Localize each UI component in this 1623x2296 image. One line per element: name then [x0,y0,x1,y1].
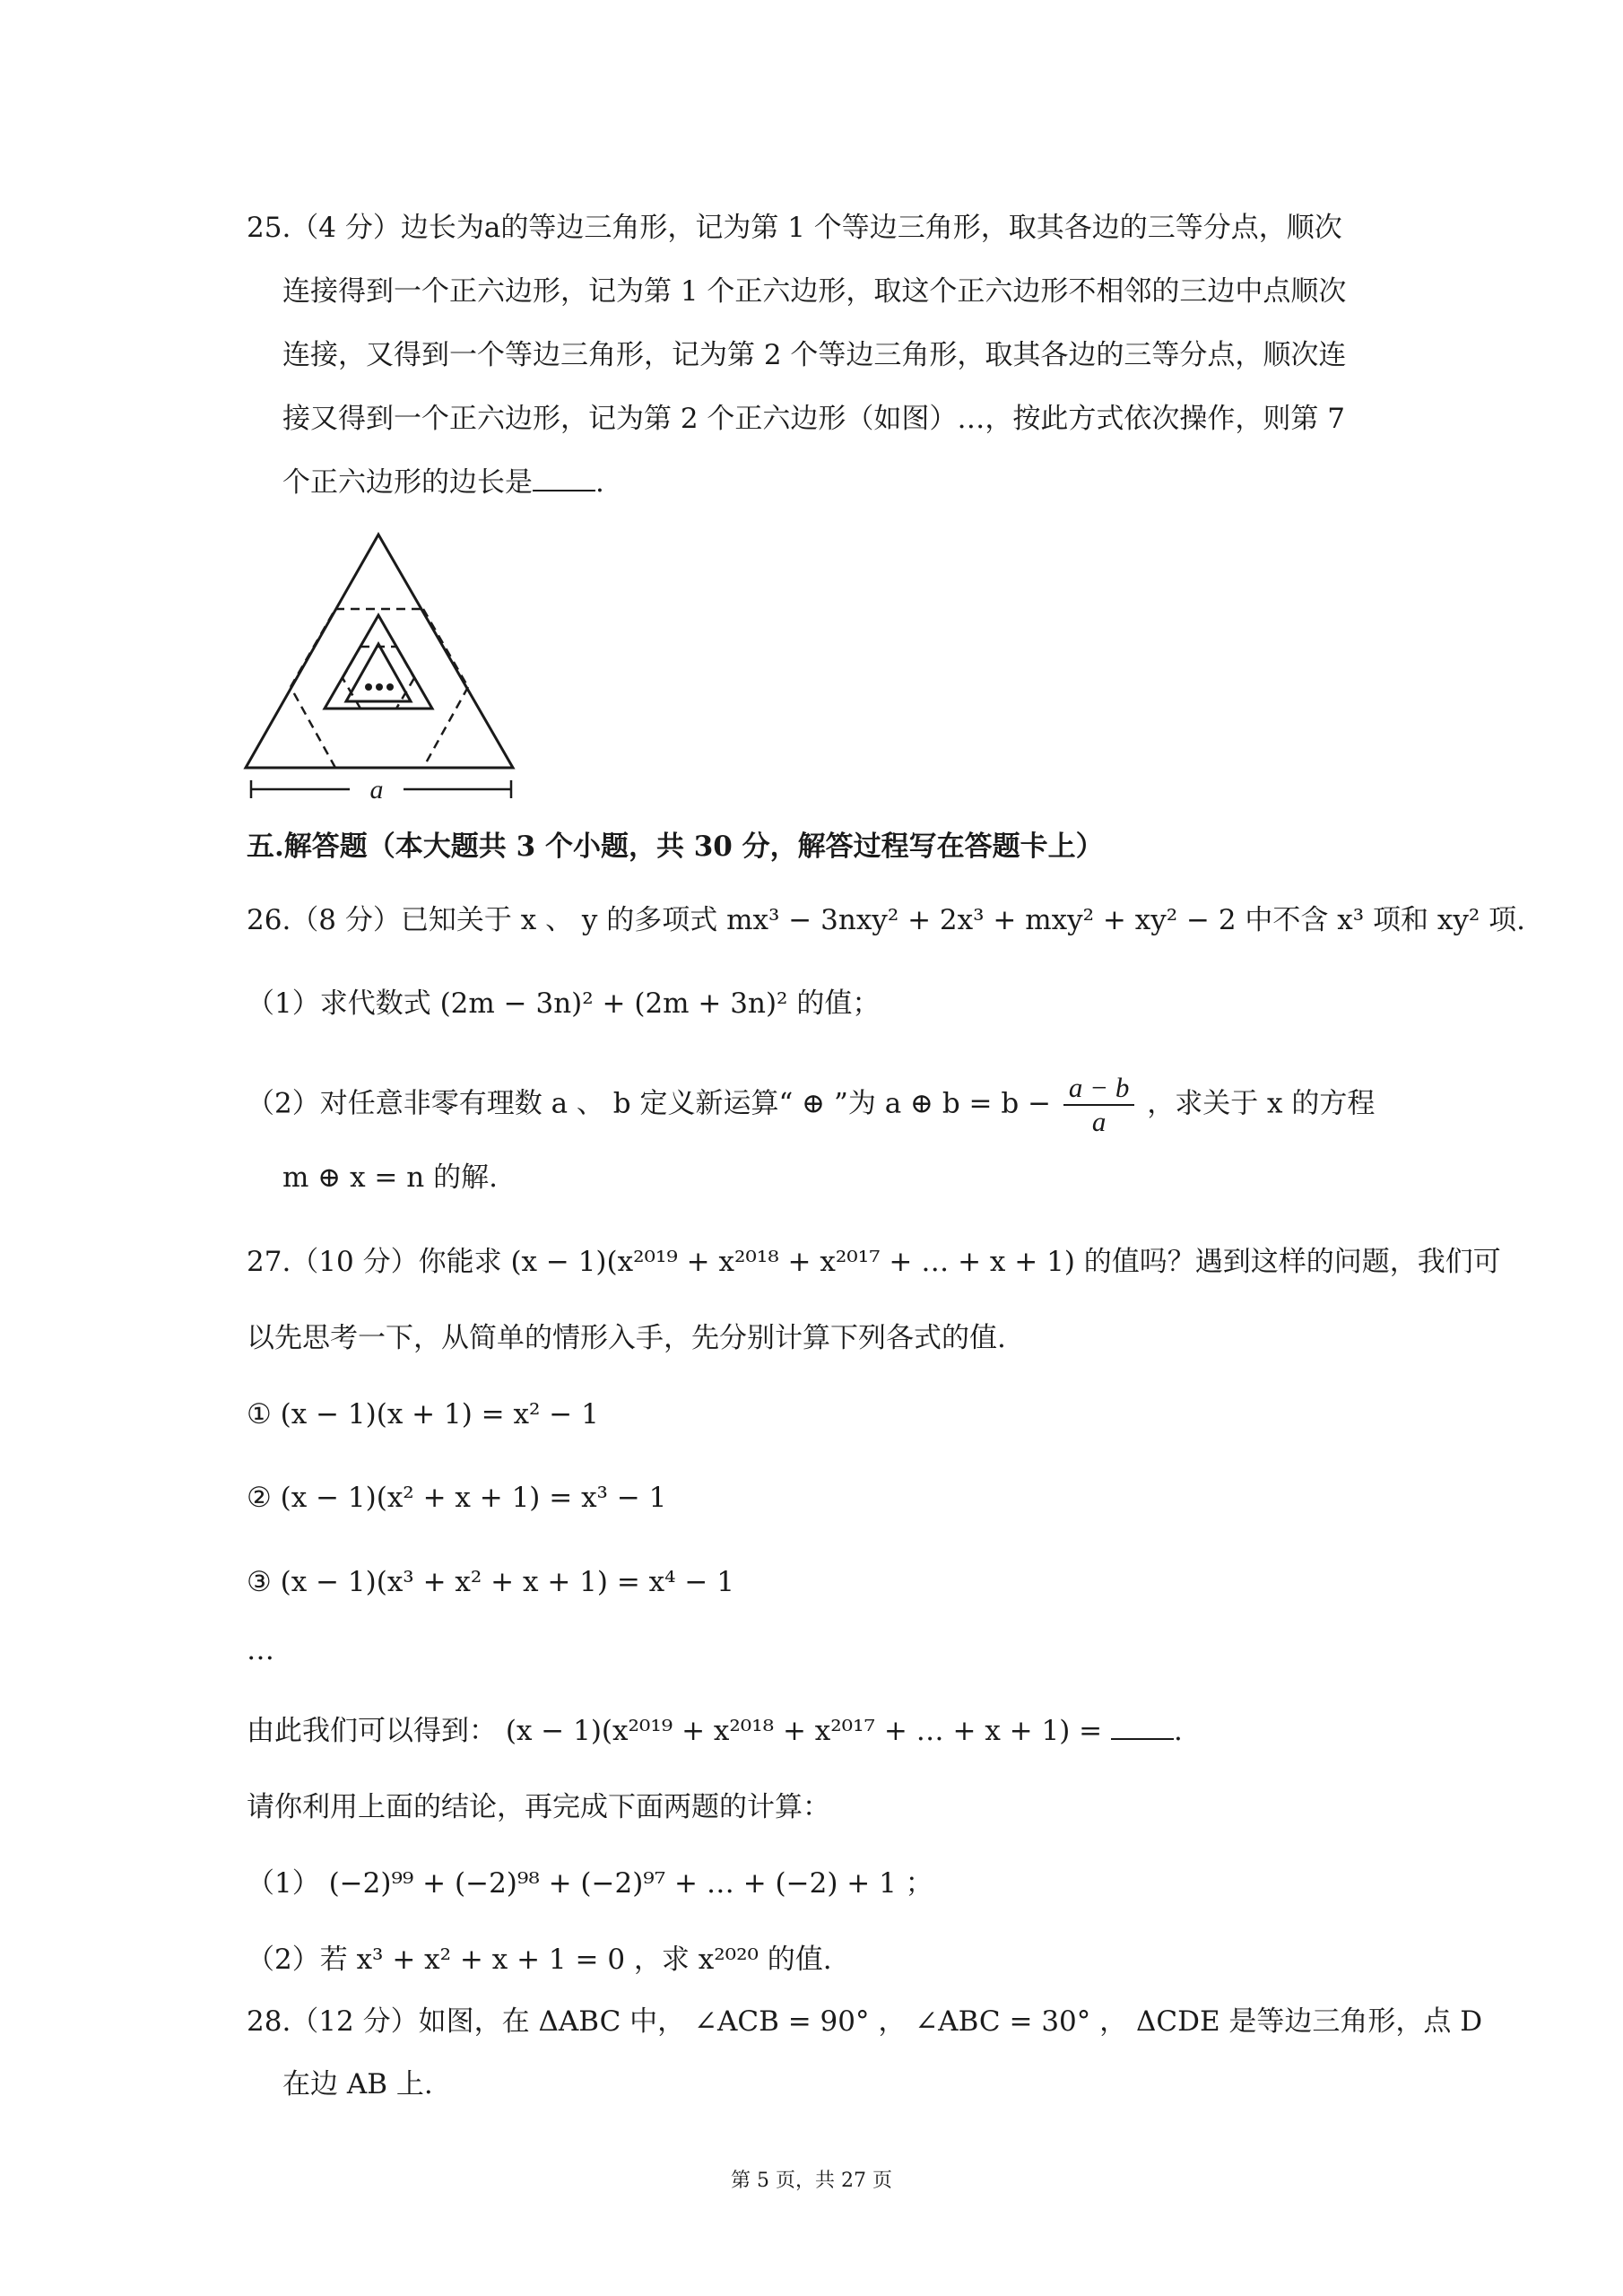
ellipsis-dots [365,683,394,691]
q25-line-5-text: 个正六边形的边长是 [282,466,533,499]
side-length-label: a [369,775,384,804]
nested-triangles-figure [242,529,529,807]
page-footer: 第 5 页，共 27 页 [731,2170,892,2192]
q28-stem-2: 在边 AB 上. [282,2068,433,2100]
q27-stem-2: 以先思考一下，从简单的情形入手，先分别计算下列各式的值. [247,1322,1006,1354]
q26-stem: 26.（8 分）已知关于 x 、 y 的多项式 mx³ − 3nxy² + 2x³ + mxy² + xy² − 2 中不含 x³ 项和 xy² 项. [247,904,1526,936]
section-five-heading: 五.解答题（本大题共 3 个小题，共 30 分，解答过程写在答题卡上） [247,831,1104,863]
q27-item-3: ③ (x − 1)(x³ + x² + x + 1) = x⁴ − 1 [247,1566,734,1598]
q25-line-5: 个正六边形的边长是 . [282,463,1388,502]
q25-line-2: 连接得到一个正六边形，记为第 1 个正六边形，取这个正六边形不相邻的三边中点顺次 [282,275,1347,308]
q27-item-1: ① (x − 1)(x + 1) = x² − 1 [247,1398,599,1431]
q25-line-1: 25.（4 分）边长为a的等边三角形，记为第 1 个等边三角形，取其各边的三等分点，顺次 [247,212,1342,244]
q25-line-4: 接又得到一个正六边形，记为第 2 个正六边形（如图）…，按此方式依次操作，则第 7 [282,403,1346,435]
q27-instruction: 请你利用上面的结论，再完成下面两题的计算： [247,1791,830,1823]
q27-item-2: ② (x − 1)(x² + x + 1) = x³ − 1 [247,1482,667,1514]
q28-stem-1: 28.（12 分）如图，在 ΔABC 中， ∠ACB = 90° ， ∠ABC = 30° ， ΔCDE 是等边三角形，点 D [247,2005,1483,2038]
q26-part-2-cont: m ⊕ x = n 的解. [282,1161,498,1194]
fraction-a-minus-b-over-a: $\frac{a - b}{a}$ [1063,1072,1134,1138]
answer-blank [533,463,595,491]
q27-part-1: （1） (−2)⁹⁹ + (−2)⁹⁸ + (−2)⁹⁷ + … + (−2) + 1 ； [247,1867,933,1900]
answer-blank [1111,1711,1174,1740]
q25-line-3: 连接，又得到一个等边三角形，记为第 2 个等边三角形，取其各边的三等分点，顺次连 [282,339,1347,371]
q27-part-2: （2）若 x³ + x² + x + 1 = 0 ，求 x²⁰²⁰ 的值. [247,1944,832,1976]
q26-part-2: （2）对任意非零有理数 a 、 b 定义新运算“ ⊕ ”为 a ⊕ b = b − $\frac{a - b}{a}$ ，求关于 x 的方程 [247,1072,1376,1137]
q27-conclusion: 由此我们可以得到： (x − 1)(x²⁰¹⁹ + x²⁰¹⁸ + x²⁰¹⁷ + … + x + 1) = . [247,1711,1388,1751]
q27-ellipsis: … [247,1634,274,1666]
q26-part-1: （1）求代数式 (2m − 3n)² + (2m + 3n)² 的值； [247,987,881,1020]
q27-stem-1: 27.（10 分）你能求 (x − 1)(x²⁰¹⁹ + x²⁰¹⁸ + x²⁰¹⁷ + … + x + 1) 的值吗？遇到这样的问题，我们可 [247,1246,1501,1278]
